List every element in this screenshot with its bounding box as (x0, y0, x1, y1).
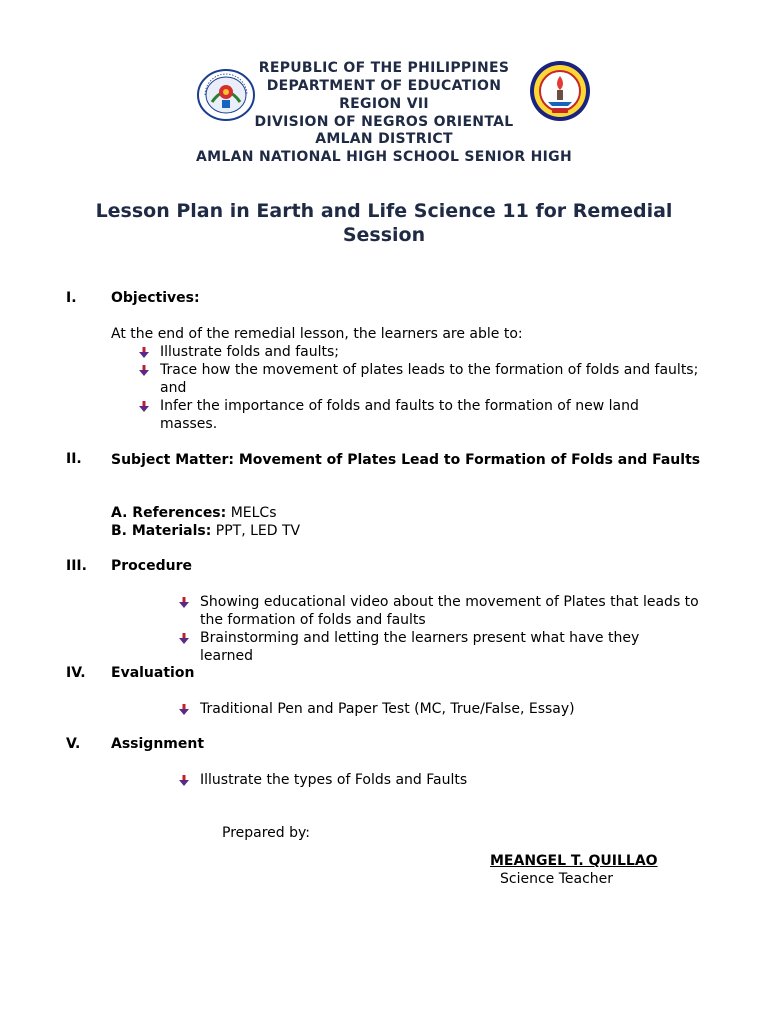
section-heading-objectives: Objectives: (111, 290, 200, 306)
section-heading-assignment: Assignment (111, 736, 205, 752)
header-line-school: AMLAN NATIONAL HIGH SCHOOL SENIOR HIGH (196, 149, 572, 165)
arrow-bullet-icon (138, 365, 150, 377)
arrow-bullet-icon (178, 633, 190, 645)
section-heading-procedure: Procedure (111, 558, 192, 574)
section-number-assignment: V. (66, 736, 81, 752)
references-line (111, 504, 277, 522)
section-number-subject: II. (66, 451, 82, 467)
assignment-item: Illustrate the types of Folds and Faults (200, 772, 468, 788)
references-value: MELCs (230, 505, 277, 521)
materials-label: B. Materials: (111, 523, 212, 539)
references-label: A. References: (111, 505, 227, 521)
header-line-region: REGION VII (339, 96, 429, 112)
section-number-procedure: III. (66, 558, 87, 574)
header-line-department: DEPARTMENT OF EDUCATION (266, 78, 502, 94)
materials-value: PPT, LED TV (215, 523, 301, 539)
header-line-republic: REPUBLIC OF THE PHILIPPINES (258, 60, 510, 76)
section-number-objectives: I. (66, 290, 77, 306)
arrow-bullet-icon (178, 775, 190, 787)
procedure-item: Showing educational video about the movement of Plates that leads to the formation of folds and faults (200, 594, 699, 628)
objective-item: Trace how the movement of plates leads to the formation of folds and faults; and (160, 362, 699, 396)
header-line-district: AMLAN DISTRICT (315, 131, 453, 147)
arrow-bullet-icon (138, 347, 150, 359)
objective-item: Illustrate folds and faults; (160, 344, 340, 360)
arrow-bullet-icon (138, 401, 150, 413)
objective-item: Infer the importance of folds and faults to the formation of new land masses. (160, 398, 639, 432)
document-title: Lesson Plan in Earth and Life Science 11 for Remedial Session (95, 200, 673, 246)
signatory-role: Science Teacher (500, 871, 614, 887)
arrow-bullet-icon (178, 597, 190, 609)
objectives-intro: At the end of the remedial lesson, the learners are able to: (111, 326, 523, 342)
evaluation-item: Traditional Pen and Paper Test (MC, True/False, Essay) (200, 701, 575, 717)
arrow-bullet-icon (178, 704, 190, 716)
procedure-item: Brainstorming and letting the learners present what have they learned (200, 630, 640, 664)
header-line-division: DIVISION OF NEGROS ORIENTAL (254, 114, 514, 130)
section-heading-evaluation: Evaluation (111, 665, 195, 681)
signatory-name: MEANGEL T. QUILLAO (490, 853, 658, 869)
materials-line (111, 522, 300, 540)
prepared-by-label: Prepared by: (222, 825, 310, 841)
section-number-evaluation: IV. (66, 665, 86, 681)
section-heading-subject: Subject Matter: Movement of Plates Lead to Formation of Folds and Faults (111, 452, 701, 468)
